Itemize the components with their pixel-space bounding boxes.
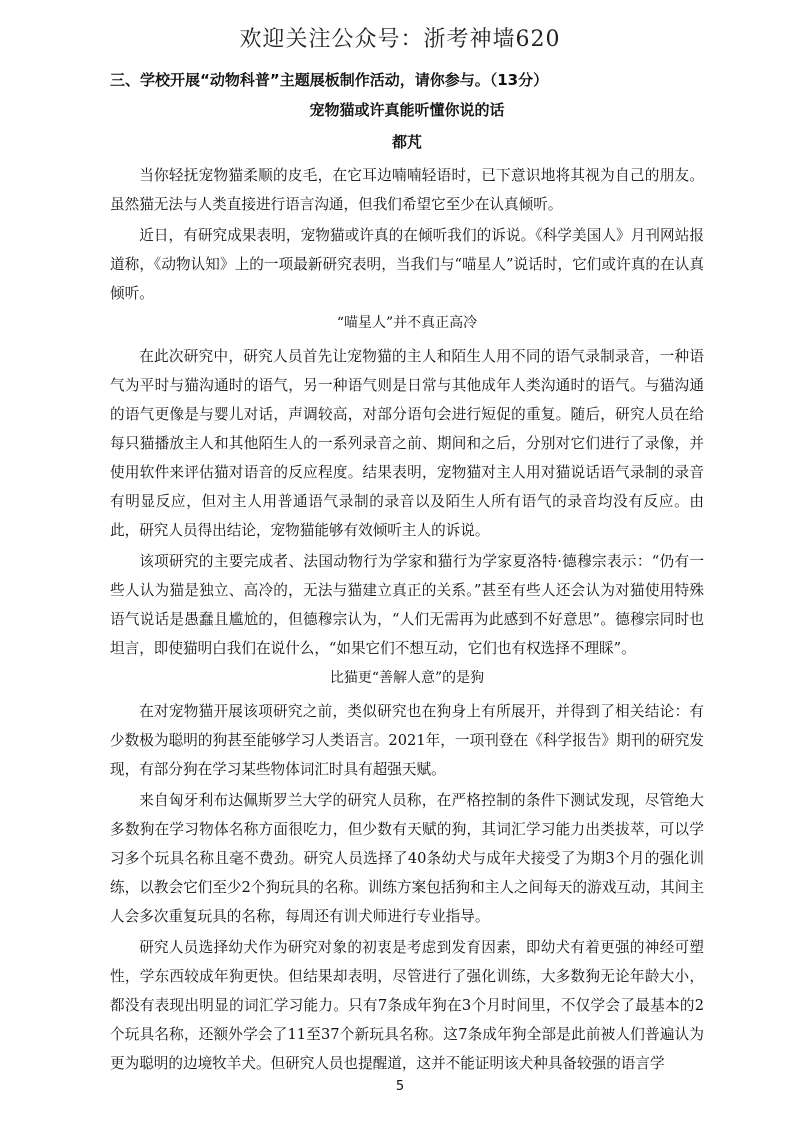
paragraph: 研究人员选择幼犬作为研究对象的初衷是考虑到发育因素，即幼犬有着更强的神经可塑性，学东西较成年狗更快。但结果却表明，尽管进行了强化训练，大多数狗无论年龄大小，都没有表现出明显的词汇学习能力。只有7条成年狗在3个月时间里，不仅学会了最基本的2个玩具名称，还额外学会了11至37个新玩具名称。这7条成年狗全部是此前被人们普遍认为更为聪明的边境牧羊犬。但研究人员也提醒道，这并不能证明该犬种具备较强的语言学 xyxy=(110,939,704,1072)
paragraph: 该项研究的主要完成者、法国动物行为学家和猫行为学家夏洛特·德穆宗表示：“仍有一些人认为猫是独立、高冷的，无法与猫建立真正的关系。”甚至有些人还会认为对猫使用特殊语气说话是愚蠢且尴尬的，但德穆宗认为，“人们无需再为此感到不好意思”。德穆宗同时也坦言，即使猫明白我们在说什么，“如果它们不想互动，它们也有权选择不理睬”。 xyxy=(110,553,704,657)
article-author: 都芃 xyxy=(391,133,422,151)
watermark-header: 欢迎关注公众号：浙考神墙620 xyxy=(239,27,561,52)
article-title: 宠物猫或许真能听懂你说的话 xyxy=(309,101,505,119)
document-content xyxy=(110,67,704,1080)
paragraph: 在对宠物猫开展该项研究之前，类似研究也在狗身上有所展开，并得到了相关结论：有少数极为聪明的狗甚至能够学习人类语言。2021年，一项刊登在《科学报告》期刊的研究发现，有部分狗在学习某些物体词汇时具有超强天赋。 xyxy=(110,703,704,778)
paragraph: 近日，有研究成果表明，宠物猫或许真的在倾听我们的诉说。《科学美国人》月刊网站报道称，《动物认知》上的一项最新研究表明，当我们与“喵星人”说话时，它们或许真的在认真倾听。 xyxy=(110,227,704,302)
paragraph: 当你轻抚宠物猫柔顺的皮毛，在它耳边喃喃轻语时，已下意识地将其视为自己的朋友。虽然猫无法与人类直接进行语言沟通，但我们希望它至少在认真倾听。 xyxy=(110,167,704,213)
question-title: 三、学校开展“动物科普”主题展板制作活动，请你参与。（13分） xyxy=(110,71,549,89)
section-heading: “喵星人”并不真正高冷 xyxy=(336,315,478,331)
paragraph: 在此次研究中，研究人员首先让宠物猫的主人和陌生人用不同的语气录制录音，一种语气为平时与猫沟通时的语气，另一种语气则是日常与其他成年人类沟通时的语气。与猫沟通的语气更像是与婴儿对话，声调较高，对部分语句会进行短促的重复。随后，研究人员在给每只猫播放主人和其他陌生人的一系列录音之前、期间和之后，分别对它们进行了录像，并使用软件来评估猫对语音的反应程度。结果表明，宠物猫对主人用对猫说话语气录制的录音有明显反应，但对主人用普通语气录制的录音以及陌生人所有语气的录音均没有反应。由此，研究人员得出结论，宠物猫能够有效倾听主人的诉说。 xyxy=(110,348,704,539)
paragraph: 来自匈牙利布达佩斯罗兰大学的研究人员称，在严格控制的条件下测试发现，尽管绝大多数狗在学习物体名称方面很吃力，但少数有天赋的狗，其词汇学习能力出类拔萃，可以学习多个玩具名称且毫不费劲。研究人员选择了40条幼犬与成年犬接受了为期3个月的强化训练，以教会它们至少2个狗玩具的名称。训练方案包括狗和主人之间每天的游戏互动，其间主人会多次重复玩具的名称，每周还有训犬师进行专业指导。 xyxy=(110,792,704,925)
section-heading: 比猫更“善解人意”的是狗 xyxy=(329,670,485,686)
page-number: 5 xyxy=(395,1079,405,1094)
